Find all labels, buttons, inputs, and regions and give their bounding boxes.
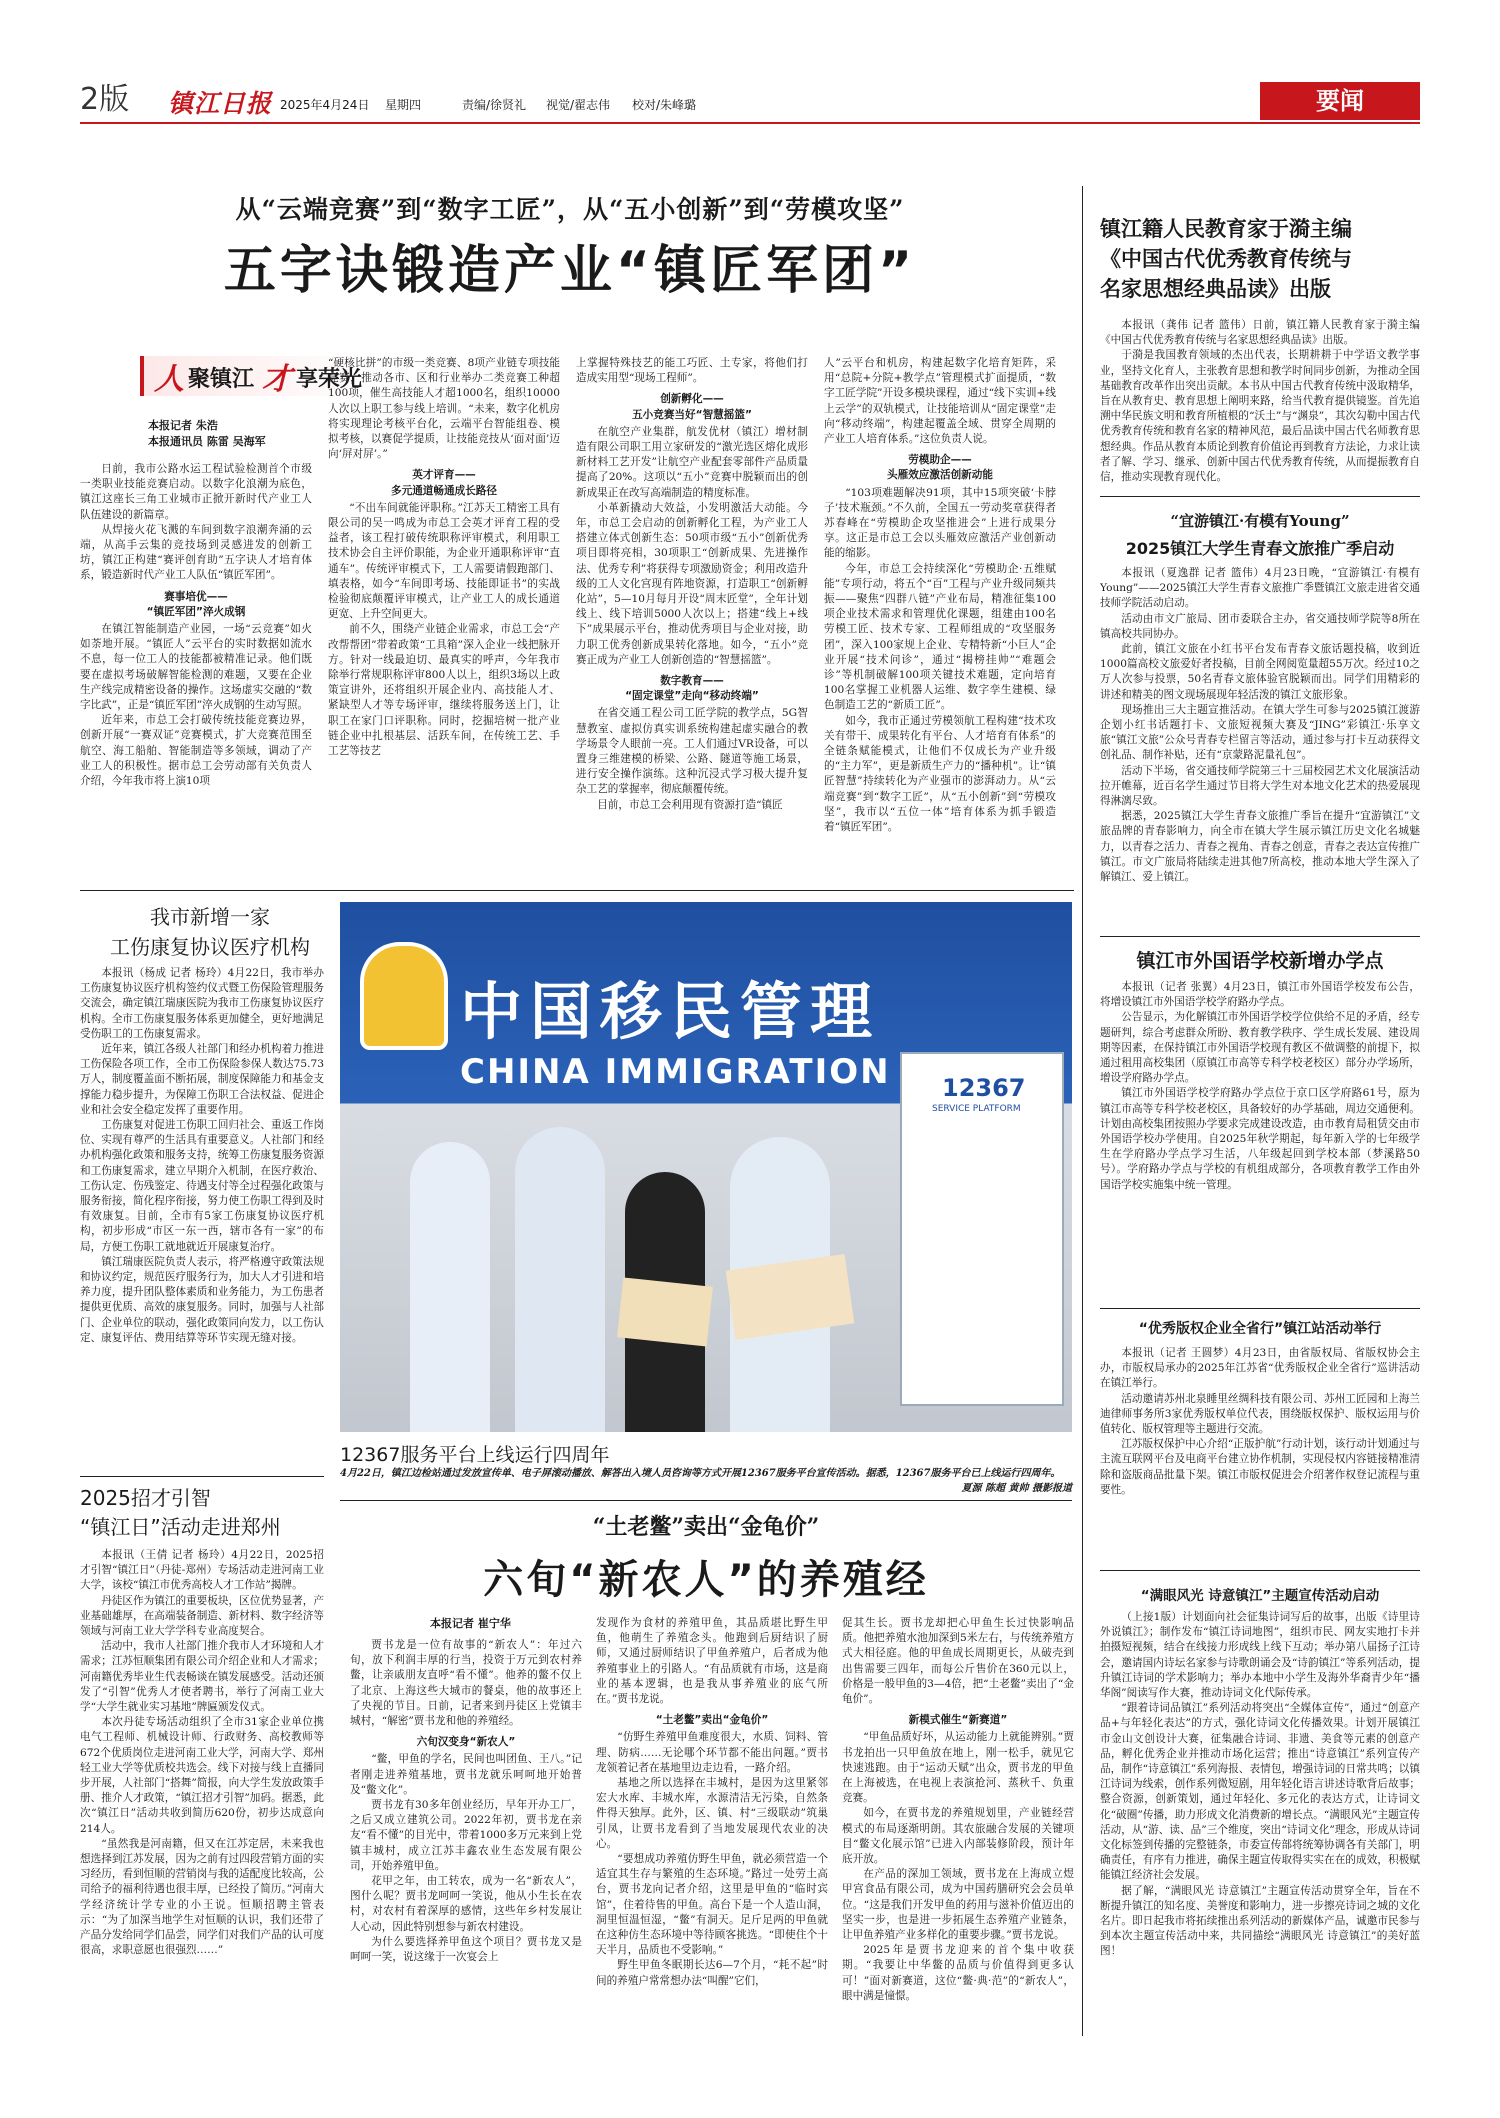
lead-col-3 bbox=[576, 356, 808, 882]
lead-para: “不出车间就能评职称。”江苏天工精密工具有限公司的吴一鸣成为市总工会英才评育工程的受益者，该工程打破传统职称评审模式，利用职工技术协会自主评价职能，为企业开通职称评审“直通车”。传统评审模式下，工人需要请假跑部门、填表格，如今“车间即考场、技能即证书”的实战检验彻底颠覆评审模式，让产业工人的成长通道更宽、上升空间更大。 bbox=[328, 501, 560, 621]
bottom-col-1 bbox=[350, 1638, 582, 2036]
right5-body bbox=[1100, 1610, 1420, 2036]
photo-caption-title: 12367服务平台上线运行四周年 bbox=[340, 1444, 610, 1466]
right1-title: 镇江籍人民教育家于漪主编 《中国古代优秀教育传统与 名家思想经典品读》出版 bbox=[1100, 217, 1352, 301]
left2-para: 活动中，我市人社部门推介我市人才环境和人才需求；江苏恒顺集团有限公司介绍企业和人才需求；河南籍优秀毕业生代表畅谈在镇发展感受。活动还颁发了“引智”优秀人才使者聘书，举行了河南工业大学“大学生就业实习基地”牌匾颁发仪式。 bbox=[80, 1640, 324, 1714]
bottom-para: 花甲之年，由工转农，成为一名“新农人”，图什么呢？贾书龙呵呵一笑说，他从小生长在农村，对农村有着深厚的感情，这些年乡村发展让人心动，因此特别想参与新农村建设。 bbox=[350, 1875, 582, 1933]
lead-col-4 bbox=[824, 356, 1056, 882]
lead-col-1 bbox=[80, 462, 312, 882]
lead-para: “103项难题解决91项，其中15项突破‘卡脖子’技术瓶颈。”不久前，全国五一劳动奖章获得者苏春峰在“劳模助企攻坚推进会”上进行成果分享。这正是市总工会以头雁效应激活产业创新动能的缩影。 bbox=[824, 486, 1056, 560]
bottom-col-2 bbox=[596, 1616, 828, 2036]
bottom-para: “鳖，甲鱼的学名，民间也叫团鱼、王八。”记者刚走进养殖基地，贾书龙就乐呵呵地开始普及“鳖文化”。 bbox=[350, 1753, 582, 1796]
right2-para: 此前，镇江文旅在小红书平台发布青春文旅话题投稿，收到近1000篇高校文旅爱好者投稿，目前全网阅览量超55万次。经过10之万人次参与投票，50名青春文旅体验官脱颖而出。同学们用精彩的讲述和精美的图文现场展现年轻活泼的镇江文旅形象。 bbox=[1100, 643, 1420, 701]
lead-para: 在省交通工程公司工匠学院的教学点，5G智慧教室、虚拟仿真实训系统构建起虚实融合的教学场景令人眼前一亮。工人们通过VR设备，可以置身三维建模的桥梁、公路、隧道等施工场景，进行安全操作演练。这种沉浸式学习极大提升复杂工艺的掌握率，彻底颠覆传统。 bbox=[576, 707, 808, 796]
lead-subhead-4: 数字教育—— “固定课堂”走向“移动终端” bbox=[625, 675, 759, 703]
lead-para: 在航空产业集群，航发优材（镇江）增材制造有限公司职工用立家研发的“激光选区熔化成形新材料工艺开发”让航空产业配套零部件产品质量提高了20%。这项以“五小”竞赛中脱颖而出的创新成果正在改写高端制造的精度标准。 bbox=[576, 425, 808, 499]
right1-body bbox=[1100, 318, 1420, 486]
right2-para: 据悉，2025镇江大学生青春文旅推广季旨在提升“宜游镇江”文旅品牌的青春影响力，向全市在镇大学生展示镇江历史文化名城魅力，以青春之活力、青春之视角、青春之创意，青春之表达宣传推广镇江。市文广旅局将陆续走进其他7所高校，推动本地大学生深入了解镇江、爱上镇江。 bbox=[1100, 810, 1420, 884]
lead-para: 今年，市总工会持续深化“劳模助企·五维赋能”专项行动，将五个“百”工程与产业升级同频共振——聚焦“四群八链”产业布局，精准征集100项企业技术需求和管理优化课题，组建由100名劳模工匠、技术专家、工程师组成的“攻坚服务团”，深入100家规上企业、专精特新“小巨人”企业开展“技术问诊”，通过“揭榜挂帅”“难题会诊”等机制破解100项关键技术难题，定向培育100名掌握工业机器人运维、数字孪生建模、绿色制造工艺的“新质工匠”。 bbox=[824, 562, 1056, 712]
lead-subhead-1: 赛事培优—— “镇匠军团”淬火成钢 bbox=[146, 590, 246, 618]
right-divider bbox=[1100, 1570, 1420, 1571]
bottom-byline: 本报记者 崔宁华 bbox=[430, 1617, 511, 1630]
left1-para: 本报讯（杨成 记者 杨玲）4月22日，我市举办工伤康复协议医疗机构签约仪式暨工伤保险管理服务交流会，确定镇江瑞康医院为我市工伤康复协议医疗机构。全市工伤康复服务体系更加健全，更好地满足受伤职工的工伤康复需求。 bbox=[80, 967, 324, 1040]
masthead bbox=[80, 82, 1420, 122]
right5-para: （上接1版）计划面向社会征集诗词写后的故事，出版《诗里诗外说镇江》；制作发布“镇江诗词地图”，组织市民、网友实地打卡并拍摄短视频，结合在线接力形成线上线下互动；举办第八届扬子江诗会，邀请国内诗坛名家参与诗歌朗诵会及“诗韵镇江”等系列活动，提升镇江诗词的学术影响力；举办本地中小学生及海外华裔青少年“播华阁”阅读写作大赛，推动诗词文化代际传承。 bbox=[1100, 1611, 1420, 1700]
right3-body bbox=[1100, 980, 1420, 1298]
right1-para: 本报讯（龚伟 记者 篮伟）日前，镇江籍人民教育家于漪主编《中国古代优秀教育传统与名家思想经典品读》出版。 bbox=[1100, 319, 1420, 347]
bottom-para: 发现作为食材的养殖甲鱼，其品质堪比野生甲鱼，他萌生了养殖念头。他跑到后厨结识了厨师，又通过厨师结识了甲鱼养殖户，后者成为他养殖事业上的引路人。“有品质就有市场，这是商业的基本逻辑，也是我从事养殖业的底气所在。”贾书龙说。 bbox=[596, 1617, 828, 1706]
lead-para: 如今，我市正通过劳模领航工程构建“技术攻关有带干、成果转化有平台、人才培育有体系”的全链条赋能模式，让他们不仅成长为产业升级的“主力军”，更是新质生产力的“播种机”。让“镇匠智慧”持续转化为产业强市的澎湃动力。从“云端竞赛”到“数字工匠”，从“五小创新”到“劳模攻坚”，我市以“五位一体”培育体系为抓手锻造着“镇匠军团”。 bbox=[824, 714, 1056, 834]
right4-para: 活动邀请苏州北泉睡里丝绸科技有限公司、苏州工匠园和上海兰迪律师事务所3家优秀版权单位代表，围绕版权保护、版权运用与价值转化、版权管理等主题进行交流。 bbox=[1100, 1392, 1420, 1436]
editor-credit: 责编/徐贤礼 bbox=[462, 98, 527, 112]
bottom-para: 贾书龙是一位有故事的“新农人”：年过六旬，放下利润丰厚的行当，投资于万元到农村养鳖，让亲戚朋友直呼“看不懂”。他养的鳖不仅上了北京、上海这些大城市的餐桌，他的故事还上了央视的节目。日前，记者来到丹徒区上党镇丰城村，“解密”贾书龙和他的养殖经。 bbox=[350, 1639, 582, 1728]
left1-title: 我市新增一家 工伤康复协议医疗机构 bbox=[110, 905, 310, 959]
lead-byline-1: 本报记者 朱浩 bbox=[148, 419, 218, 432]
left2-para: “虽然我是河南籍，但又在江苏定居，未来我也想选择到江苏发展，因为之前有过四段营销方面的实习经历，看到恒顺的营销岗与我的适配度比较高，公司给予的福利待遇也很丰厚，已经投了简历。”河南大学经济统计学专业的小王说。恒顺招聘主管表示：“为了加深当地学生对恒顺的认识，我们还带了产品分发给同学们品尝，同学们对我们产品的认可度很高，求职意愿也很强烈……” bbox=[80, 1837, 324, 1957]
bottom-para: 2025年是贾书龙迎来的首个集中收获期。“我要让中华鳖的品质与价值得到更多认可！”面对新赛道，这位“鳖·典·范”的“新农人”，眼中满是憧憬。 bbox=[842, 1944, 1074, 2002]
right2-para: 本报讯（夏逸群 记者 篮伟）4月23日晚，“宜游镇江·有模有Young”——2025镇江大学生青春文旅推广季暨镇江文旅走进省交通技师学院活动启动。 bbox=[1100, 567, 1420, 610]
lead-subhead-3: 创新孵化—— 五小竞赛当好“智慧摇篮” bbox=[632, 393, 752, 421]
bottom-subhead-2: “土老鳖”卖出“金龟价” bbox=[655, 1714, 769, 1727]
bottom-para: 基地之所以选择在丰城村，是因为这里紧邻宏大水库、丰城水库，水源清洁无污染，自然条件得天独厚。此外，区、镇、村“三级联动”筑巢引凤，让贾书龙看到了当地发展现代农业的决心。 bbox=[596, 1777, 828, 1850]
officer-figure bbox=[515, 1127, 605, 1432]
leaflet bbox=[726, 1254, 855, 1340]
badge-text-2: 享荣光 bbox=[296, 367, 363, 392]
right2-para: 活动下半场，省交通技师学院第三十三届校园艺术文化展演活动拉开帷幕，近百名学生通过节目将大学生对本地文化艺术的热爱展现得淋漓尽致。 bbox=[1100, 764, 1420, 808]
lead-para: “硬核比拼”的市级一类竞赛、8项产业链专项技能竞赛，推动各市、区和行业举办二类竞赛工种超100项，催生高技能人才超1000名，组织10000人次以上职工参与线上培训。“未来，数字化机房将实现理论考核平台化，云端平台智能组卷、模拟考核，以赛促学提质，让技能竞技从‘面对面’迈向‘屏对屏’。” bbox=[328, 357, 560, 461]
right3-para: 镇江市外国语学校学府路办学点位于京口区学府路61号，原为镇江市高等专科学校老校区，具备较好的办学基础，周边交通便利。计划由高校集团按照办学要求完成建设改造，由市教育局租赁交由市外国语学校办学使用。自2025年秋学期起，每年新入学的七年级学生在学府路办学点学习生活，八年级起回到学校本部（梦溪路50号）。学府路办学点与学校的有机组成部分，各项教育教学工作由外国语学校实施集中统一管理。 bbox=[1100, 1087, 1420, 1191]
lead-col-2 bbox=[328, 356, 560, 882]
bottom-para: 贾书龙有30多年创业经历，早年开办工厂，之后又成立建筑公司。2022年初，贾书龙在亲友“看不懂”的目光中，带着1000多万元来到上党镇丰城村，成立江苏丰鑫农业生态发展有限公司，开始养殖甲鱼。 bbox=[350, 1799, 582, 1872]
left2-para: 本次丹徒专场活动组织了全市31家企业单位携电气工程师、机械设计师、行政财务、高校教师等672个优质岗位走进河南工业大学，河南大学、郑州轻工业大学等优质校共选会。线下对接与线上直播同步开展，人社部门“搭舞”简报，向大学生发放政策手册、推介人才政策，“镇江招才引智”加码。据悉，此次“镇江日”活动共收到简历620份，初步达成意向214人。 bbox=[80, 1716, 324, 1835]
bottom-kicker: “土老鳖”卖出“金龟价” bbox=[592, 1514, 820, 1540]
left1-para: 工伤康复对促进工伤职工回归社会、重返工作岗位、实现有尊严的生活具有重要意义。人社部门和经办机构强化政策和服务支持，统筹工伤康复服务资源和工伤康复需求，建立早期介入机制，在医疗救治、工伤认定、伤残鉴定、待遇支付等全过程强化政策与服务衔接，简化程序衔接，努力使工伤职工得到及时有效康复。目前，全市有5家工伤康复协议医疗机构，初步形成“市区一东一西，辖市各有一家”的布局，方便工伤职工就地就近开展康复治疗。 bbox=[80, 1119, 324, 1253]
bottom-para: “要想成功养殖仿野生甲鱼，就必须营造一个适宜其生存与繁殖的生态环境。”路过一处劳土高台，贾书龙向记者介绍，这里是甲鱼的“临时宾馆”，住着待售的甲鱼。高台下是一个人造山洞，洞里恒温恒湿，“鳖”有洞天。足斤足两的甲鱼就在这种仿生态环境中等待顾客挑选。“即使住个十天半月，品质也不受影响。” bbox=[596, 1853, 828, 1957]
lead-subhead-5: 劳模助企—— 头雁效应激活创新动能 bbox=[887, 454, 993, 482]
section-divider bbox=[80, 890, 1074, 891]
proof-credit: 校对/朱峰璐 bbox=[632, 98, 697, 112]
right5-para: 据了解，“满眼风光 诗意镇江”主题宣传活动贯穿全年，旨在不断提升镇江的知名度、美誉度和影响力，进一步擦亮诗词之城的文化名片。即日起我市将拓续推出系列活动的新媒体产品，诚邀市民参与到本次主题宣传活动中来，共同描绘“满眼风光 诗意镇江”的美好蓝图！ bbox=[1100, 1884, 1420, 1958]
left1-para: 近年来，镇江各级人社部门和经办机构着力推进工伤保险各项工作，全市工伤保险参保人数达75.73万人，制度覆盖面不断拓展，制度保障能力和基金支撑能力稳步提升，为保障工伤职工合法权益、促进企业和社会安全稳定发挥了重要作用。 bbox=[80, 1043, 324, 1116]
bottom-para: 在产品的深加工领域，贾书龙在上海成立煜甲宫食品有限公司，成为中国药膳研究会会员单位。“这是我们开发甲鱼的药用与滋补价值迈出的坚实一步，也是进一步拓展生态养殖产业链条，让甲鱼养殖产业多样化的重要步骤。”贾书龙说。 bbox=[842, 1868, 1074, 1942]
right3-para: 公告显示，为化解镇江市外国语学校学位供给不足的矛盾，经专题研判，综合考虑群众所盼、教育教学秩序、学生成长发展、建设周期等因素，在保持镇江市外国语学校现有教区不做调整的前提下，拟通过租用高校集团（原镇江市高等专科学校老校区）部分办学场所，增设学府路办学点。 bbox=[1100, 1011, 1420, 1085]
right-divider bbox=[1100, 936, 1420, 937]
issue-date: 2025年4月24日 bbox=[280, 98, 370, 112]
lead-para: 在镇江智能制造产业园，一场“云竞赛”如火如荼地开展。“镇匠人”云平台的实时数据如流水不息，每一位工人的技能都被精准记录。他们既要在虚拟考场破解智能检测的难题，又要在企业生产线完成精密设备的操作。这场虚实交融的“数字比武”，正是“镇匠军团”淬火成钢的生动写照。 bbox=[80, 623, 312, 712]
bottom-para: 野生甲鱼冬眠期长达6—7个月，“耗不起”时间的养殖户常常想办法“叫醒”它们， bbox=[596, 1959, 828, 1987]
bottom-para: 如今，在贾书龙的养殖规划里，产业链经营模式的布局逐渐明朗。其农旅融合发展的关键项目“鳖文化展示馆”已进入内部装修阶段，预计年底开放。 bbox=[842, 1807, 1074, 1866]
bottom-divider bbox=[340, 1500, 1072, 1501]
bottom-para: 促其生长。贾书龙却把心甲鱼生长过快影响品质。他把养殖水池加深到5米左右，与传统养殖方式大相径庭。他的甲鱼成长周期更长，从破壳到出售需要三四年，而每公斤售价在360元以上，价格是一般甲鱼的3—4倍，把“土老鳖”卖出了“金龟价”。 bbox=[842, 1617, 1074, 1706]
visual-credit: 视觉/翟志伟 bbox=[546, 98, 611, 112]
lead-subhead-2: 英才评育—— 多元通道畅通成长路径 bbox=[391, 469, 497, 497]
right4-para: 本报讯（记者 王圆梦）4月23日，由省版权局、省版权协会主办，市版权局承办的2025年江苏省“优秀版权企业全省行”巡讲活动在镇江举行。 bbox=[1100, 1347, 1420, 1390]
column-divider bbox=[1082, 186, 1083, 2036]
lead-para: 小革新撬动大效益，小发明激活大动能。今年，市总工会启动的创新孵化工程，为产业工人搭建立体式创新生态：50项市级“五小”创新优秀项目即将亮相，30项职工“创新成果、先进操作法、优秀专利”将获得专项激励资金；利用改造升级的工人文化宫现有阵地资源，打造职工“创新孵化站”，5—10月每月开设“周末匠堂”，全年计划线上、线下培训5000人次以上；搭建“线上+线下”成果展示平台，推动优秀项目与企业对接，助力职工优秀创新成果转化落地。如今，“五小”竞赛正成为产业工人创新创造的“智慧摇篮”。 bbox=[576, 501, 808, 666]
lead-para: 人”云平台和机房，构建起数字化培育矩阵，采用“总院+分院+教学点”管理模式扩面提质，“数字工匠学院”开设多模块课程，通过“线下实训+线上云学”的双轨模式，让技能培训从“固定课堂”走向“移动终端”，构建起覆盖全域、贯穿全周期的产业工人培育体系。”这位负责人说。 bbox=[824, 357, 1056, 446]
lead-kicker: 从“云端竞赛”到“数字工匠”，从“五小创新”到“劳模攻坚” bbox=[235, 195, 905, 224]
lead-para: 目前，市总工会利用现有资源打造“镇匠 bbox=[597, 798, 783, 811]
right2-body bbox=[1100, 566, 1420, 928]
right-divider bbox=[1100, 496, 1420, 497]
poster-subtitle: SERVICE PLATFORM bbox=[932, 1104, 1021, 1114]
lead-title: 五字诀锻造产业“镇匠军团” bbox=[223, 241, 917, 301]
bottom-subhead-1: 六旬汉变身“新农人” bbox=[416, 1736, 516, 1749]
right1-para: 于漪是我国教育领域的杰出代表，长期耕耕于中学语文教学事业，坚持文化育人，主张教育思想和教学时间同步创新，为推动全国基础教育改革作出突出贡献。本书从中国古代教育传统中汲取精华，旨在从教育史、教育思想上阐明来路，给当代教育提供镜鉴。首先追溯中华民族文明和教育所植根的“沃土”与“渊泉”，其次勾勒中国古代优秀教育传统和教育名家的精神风范，最后品读中国古代名师教育思想经典。作品从教育本质论到教育价值论再到教育方法论，力求让读者了解、学习、继承、创新中国古代优秀教育传统，从而提振教育自信，推动实现教育现代化。 bbox=[1100, 349, 1420, 484]
left-divider bbox=[80, 1476, 324, 1477]
bottom-para: “甲鱼品质好坏，从运动能力上就能辨别。”贾书龙拍出一只甲鱼放在地上，刚一松手，就见它快速逃跑。由于“运动天赋”出众，贾书龙的甲鱼在上海被选，在电视上表演抢河、蒸秋千、负重竞赛。 bbox=[842, 1731, 1074, 1805]
lead-para: 前不久，围绕产业链企业需求，市总工会“产改帮帮团”带着政策“工具箱”深入企业一线把脉开方。针对一线最迫切、最真实的呼声，今年我市除举行常规职称评审800人以上，组织3场以上政策宣讲外，还将组织开展企业内、高技能人才、紧缺型人才等专场评审，继续将服务送上门，让职工在家门口评职称。同时，挖掘培树一批产业链企业中扎根基层、活跃车间，在传统工艺、手工艺等技艺 bbox=[328, 623, 560, 758]
leaflet bbox=[617, 1277, 713, 1346]
left2-para: 丹徒区作为镇江的重要板块，区位优势显著，产业基础雄厚，在高端装备制造、新材料、数字经济等领域与河南工业大学学科专业高度契合。 bbox=[80, 1594, 324, 1638]
issue-weekday: 星期四 bbox=[385, 98, 422, 112]
poster-board bbox=[900, 1052, 1064, 1406]
badge-char-ren: 人 bbox=[154, 362, 184, 397]
page-number: 2版 bbox=[80, 82, 130, 117]
lead-para: 近年来，市总工会打破传统技能竞赛边界，创新开展“一赛双证”竞赛模式，扩大竞赛范围至航空、海工船舶、智能制造等多领域，调动了产业工人的积极性。据市总工会劳动部有关负责人介绍，今年我市将上演10项 bbox=[80, 714, 312, 788]
photo-banner-en: CHINA IMMIGRATION bbox=[460, 1052, 891, 1092]
photo-banner-cn: 中国移民管理 bbox=[460, 975, 881, 1048]
right5-title: “满眼风光 诗意镇江”主题宣传活动启动 bbox=[1140, 1588, 1380, 1604]
right-divider bbox=[1100, 1308, 1420, 1309]
bottom-para: 为什么要选择养甲鱼这个项目？贾书龙又是呵呵一笑，说这缘于一次宴会上 bbox=[350, 1935, 582, 1964]
right3-para: 本报讯（记者 张翼）4月23日，镇江市外国语学校发布公告，将增设镇江市外国语学校学府路办学点。 bbox=[1100, 981, 1420, 1009]
masthead-rule bbox=[80, 122, 1420, 124]
left2-body bbox=[80, 1548, 324, 2036]
bottom-subhead-3: 新模式催生“新赛道” bbox=[908, 1714, 1008, 1727]
bottom-para: “仿野生养殖甲鱼难度很大，水质、饲料、管理、防病……无论哪个环节都不能出问题。”贾书龙领着记者在基地里边走边看，一路介绍。 bbox=[596, 1731, 828, 1774]
news-photo bbox=[340, 902, 1072, 1432]
right2-kicker: “宜游镇江·有模有Young” bbox=[1170, 512, 1350, 530]
badge-char-cai: 才 bbox=[262, 362, 292, 397]
right2-title: 2025镇江大学生青春文旅推广季启动 bbox=[1125, 539, 1395, 558]
right2-para: 现场推出三大主题宣推活动。在镇大学生可参与2025镇江渡游企划小红书话题打卡、文旅短视频大赛及“JING”彩镇江·乐享文旅“镇江文旅”公众号青春专栏留言等活动，通过参与打卡互动获得文创礼品、制作补贴，还有“京蒙路泥量礼包”。 bbox=[1100, 703, 1420, 762]
poster-number: 12367 bbox=[942, 1074, 1026, 1102]
lead-para: 上掌握特殊技艺的能工巧匠、土专家，将他们打造成实用型“现场工程师”。 bbox=[576, 357, 808, 385]
right4-body bbox=[1100, 1346, 1420, 1560]
left2-para: 本报讯（王倩 记者 杨玲）4月22日，2025招才引智“镇江日”（丹徒-郑州）专场活动走进河南工业大学，该校“镇江市优秀高校人才工作站”揭牌。 bbox=[80, 1549, 324, 1592]
section-tag: 要闻 bbox=[1260, 82, 1420, 120]
officer-figure bbox=[410, 1142, 490, 1432]
left2-title: 2025招才引智 “镇江日”活动走进郑州 bbox=[80, 1486, 281, 1539]
left1-body bbox=[80, 966, 324, 1466]
bottom-col-3 bbox=[842, 1616, 1074, 2036]
lead-byline-2: 本报通讯员 陈雷 吴海军 bbox=[148, 435, 266, 448]
bottom-title: 六旬“新农人”的养殖经 bbox=[483, 1557, 929, 1603]
badge-text-1: 聚镇江 bbox=[188, 367, 255, 392]
photo-caption bbox=[340, 1466, 1072, 1496]
lead-para: 从焊接火花飞溅的车间到数字浪潮奔涌的云端，从高手云集的竞技场到灵感进发的创新工坊，镇江正构建“赛评创育助”五字诀人才培育体系，锻造新时代产业工人队伍“镇匠军团”。 bbox=[80, 523, 312, 582]
right2-para: 活动由市文广旅局、团市委联合主办，省交通技师学院等8所在镇高校共同协办。 bbox=[1100, 612, 1420, 640]
paper-logo: 镇江日报 bbox=[168, 89, 273, 118]
right5-para: “跟着诗词品镇江”系列活动将突出“全媒体宣传”，通过“创意产品+与年轻化表达”的方式，强化诗词文化传播效果。计划开展镇江市金山文创设计大赛，征集融合诗词、非遗、美食等元素的创意产品，孵化优秀企业并推动市场化运营；推出“诗意镇江”系列宣传产品，制作“诗意镇江”系列海报、表情包，增强诗词的日常共鸣；以镇江诗词为线索，创作系列微短剧，用年轻化语言讲述诗歌背后故事；整合资源，创新策划，通过年轻化、多元化的表达方式，让诗词文化“破圈”传播，助力形成文化消费新的增长点。“满眼风光”主题宣传活动，从“游、读、品”三个维度，突出“诗词文化”理念，形成从诗词文化标签到传播的完整链条，市委宣传部将统筹协调各有关部门，明确责任，有序有力推进，确保主题宣传取得实实在在的成效，积极赋能镇江经济社会发展。 bbox=[1100, 1702, 1420, 1882]
photo-caption-text: 4月22日，镇江边检站通过发放宣传单、电子屏滚动播放、解答出入境人员咨询等方式开展12367服务平台宣传活动。据悉，12367服务平台已上线运行四周年。 bbox=[340, 1468, 1061, 1479]
emblem-icon bbox=[360, 942, 448, 1050]
right4-title: “优秀版权企业全省行”镇江站活动举行 bbox=[1138, 1321, 1382, 1337]
photo-credit: 夏源 陈超 黄帅 摄影报道 bbox=[961, 1483, 1072, 1494]
left1-para: 镇江瑞康医院负责人表示，将严格遵守政策法规和协议约定，规范医疗服务行为，加大人才引进和培养力度，提升团队整体素质和业务能力，为工伤患者提供更优质、高效的康复服务。同时，加强与人社部门、企业单位的联动，强化政策同向发力，以工伤认定、康复评估、费用结算等环节实现无缝对接。 bbox=[80, 1255, 324, 1344]
right3-title: 镇江市外国语学校新增办学点 bbox=[1136, 950, 1384, 972]
lead-para: 日前，我市公路水运工程试验检测首个市级一类职业技能竞赛启动。以数字化浪潮为底色，镇江这座长三角工业城市正掀开新时代产业工人队伍建设的新篇章。 bbox=[80, 463, 312, 521]
right4-para: 江苏版权保护中心介绍“正版护航”行动计划，该行动计划通过与主流互联网平台及电商平台建立协作机制，实现侵权内容链接精准清除和盗版商品批量下架。镇江市版权促进会介绍著作权登记流程与重要性。 bbox=[1100, 1438, 1420, 1496]
